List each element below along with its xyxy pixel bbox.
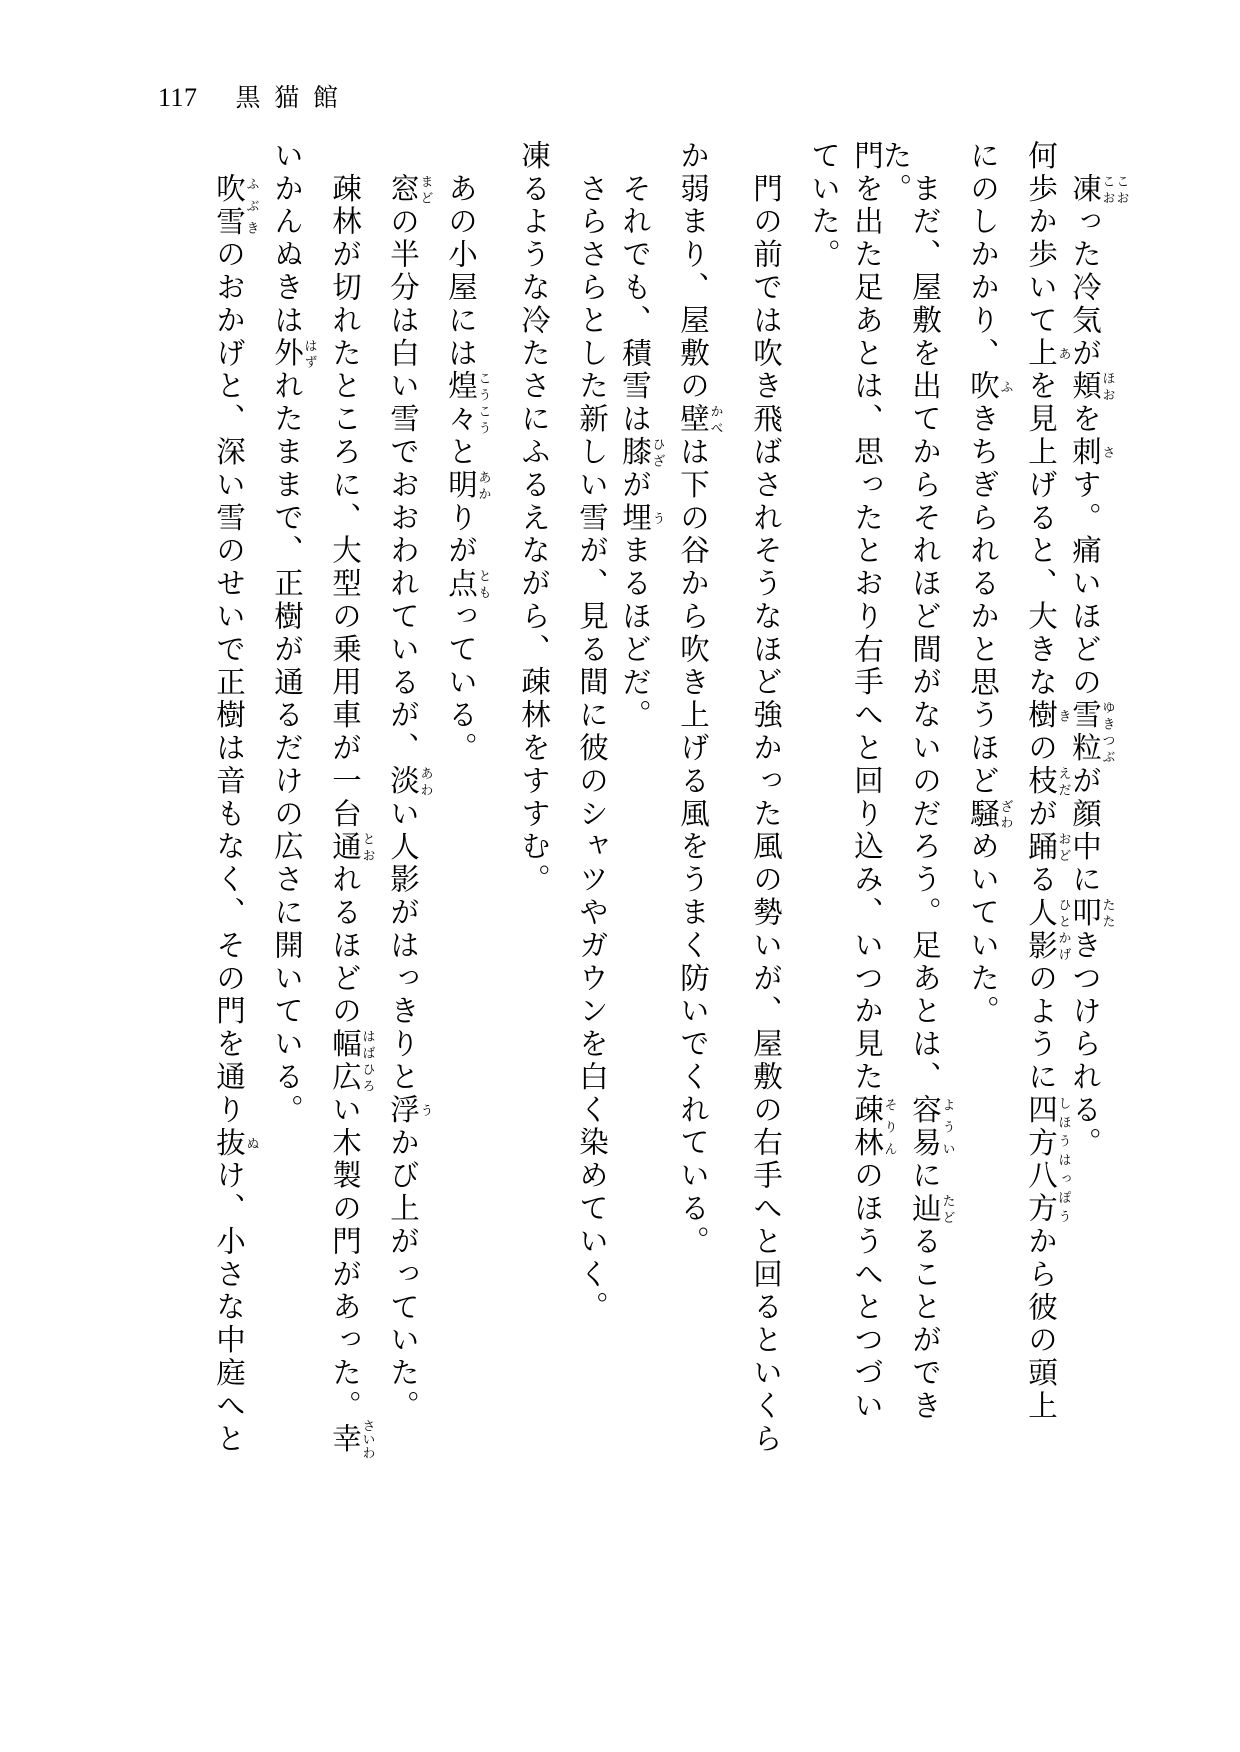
ruby-annotation: 埋う [618,501,665,535]
ruby-annotation: 吹ふ [966,370,1013,404]
ruby-annotation: 四方八方しほうはっぽう [1024,1094,1071,1226]
ruby-annotation: 抜ぬ [212,1126,259,1160]
ruby-annotation: 外はず [270,337,317,371]
ruby-annotation: 辿たど [908,1192,955,1226]
ruby-annotation: 煌々こうこう [444,370,491,437]
running-title: 黒猫館 [235,85,352,112]
text-column: か弱まり、屋敷の壁かべは下の谷から吹き上げる風をうまく防いでくれている。 [676,140,723,1259]
ruby-annotation: 膝ひざ [618,436,665,469]
text-column: ていた。 [807,140,841,272]
ruby-annotation: 頬ほお [1068,370,1115,404]
text-column: 吹雪ふぶきのおかげと、深い雪のせいで正樹は音もなく、その門を通り抜ぬけ、小さな中庭へと [212,172,259,1456]
text-column: 門の前では吹き飛ばされそうなほど強かった風の勢いが、屋敷の右手へと回るといくら [749,140,783,1456]
ruby-annotation: 疎林そりん [850,1093,897,1160]
ruby-annotation: 吹雪ふぶき [212,172,259,239]
text-column: にのしかかり、吹ふきちぎられるかと思うほど騒ざわめいていた。 [966,140,1013,1029]
ruby-annotation: 叩たた [1068,896,1115,930]
text-column: 何歩か歩いて上あを見上げると、大きな樹きの枝えだが踊おどる人影ひとかげのように四方八方しほうはっぽうから彼の頭上 [1024,140,1071,1423]
ruby-annotation: 樹き [1024,699,1071,733]
text-column: 窓まどの半分は白い雪でおおわれているが、淡あわい人影がはっきりと浮うかび上がっていた。 [386,172,433,1423]
text-column: いかんぬきは外はずれたままで、正樹が通るだけの広さに開いている。 [270,140,317,1127]
ruby-annotation: 騒ざわ [966,797,1013,831]
ruby-annotation: 凍こお [1068,172,1115,206]
ruby-annotation: 通とお [328,830,375,864]
ruby-annotation: 淡あわ [386,765,433,798]
text-column: 門を出た足あとは、思ったとおり右手へと回り込み、いつか見た疎林そりんのほうへとつづい [850,140,897,1423]
ruby-annotation: 枝えだ [1024,765,1071,798]
ruby-annotation: 刺さ [1068,436,1115,469]
ruby-annotation: 踊おど [1024,830,1071,864]
text-column: それでも、積雪は膝ひざが埋うまるほどだ。 [618,140,665,733]
text-column: あの小屋には煌々こうこうと明あかりが点ともっている。 [444,140,491,766]
ruby-annotation: 明あか [444,468,491,502]
ruby-annotation: 点とも [444,567,491,601]
ruby-annotation: 窓まど [386,172,433,206]
ruby-annotation: 凍こお こお [1068,172,1129,206]
ruby-annotation: 壁かべ [676,403,723,437]
text-column: さらさらとした新しい雪が、見る間に彼のシャツやガウンを白く染めていく。 [575,140,609,1325]
ruby-annotation: 幅広はばひろ [328,1028,375,1094]
ruby-annotation: 容易ようい [908,1093,955,1160]
ruby-annotation: 幸さいわ [328,1419,375,1460]
running-head [158,78,352,114]
vertical-columns [200,140,1128,1470]
ruby-annotation: 浮う [386,1093,433,1127]
page-number: 117 [158,83,198,112]
text-column: まだ、屋敷を出てからそれほど間がないのだろう。足あとは、容易よういに辿たどることができた。 [878,140,955,1423]
ruby-annotation: 上あ [1024,337,1071,371]
body-text-area [118,140,1128,1470]
text-column: 疎林が切れたところに、大型の乗用車が一台通とおれるほどの幅広はばひろい木製の門があった。幸さいわ [328,140,375,1460]
ruby-annotation: 雪粒ゆきつぶ [1068,699,1115,766]
text-column: 凍るような冷たさにふるえながら、疎林をすすむ。 [517,140,551,897]
ruby-annotation: 人影ひとかげ [1024,896,1071,963]
text-column: 凍こお こおった冷気が頬ほおを刺さす。痛いほどの雪粒ゆきつぶが顔中に叩たたきつけられる。 [1068,172,1129,1160]
